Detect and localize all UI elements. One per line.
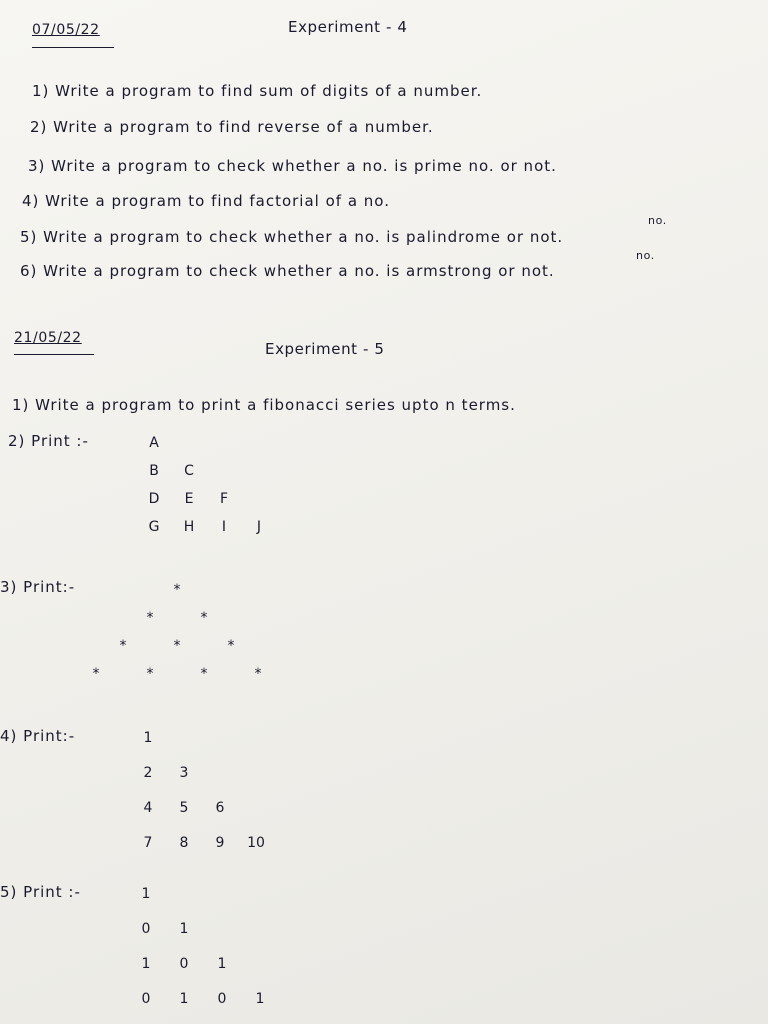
exp4-question-6: 6) Write a program to check whether a no. is armstrong or not. xyxy=(20,262,555,280)
star-cell: * xyxy=(146,610,154,626)
exp4-question-1: 1) Write a program to find sum of digits of a number. xyxy=(32,82,483,100)
alphabet-cell: D xyxy=(148,491,160,507)
number-cell: 9 xyxy=(215,835,225,851)
binary-cell: 1 xyxy=(141,886,151,902)
binary-cell: 0 xyxy=(179,956,189,972)
date-underline xyxy=(32,47,114,48)
exp5-q3-label: 3) Print:- xyxy=(0,578,76,596)
alphabet-cell: G xyxy=(148,519,160,535)
exp4-question-3: 3) Write a program to check whether a no. is prime no. or not. xyxy=(28,157,557,175)
star-cell: * xyxy=(173,582,181,598)
number-cell: 10 xyxy=(247,835,265,851)
number-cell: 2 xyxy=(143,765,153,781)
alphabet-cell: J xyxy=(256,519,262,535)
star-cell: * xyxy=(200,610,208,626)
binary-cell: 1 xyxy=(179,921,189,937)
exp5-q5-label: 5) Print :- xyxy=(0,883,81,901)
exp5-q2-label: 2) Print :- xyxy=(8,432,89,450)
number-cell: 8 xyxy=(179,835,189,851)
star-cell: * xyxy=(254,666,262,682)
binary-cell: 1 xyxy=(141,956,151,972)
exp5-title: Experiment - 5 xyxy=(265,340,385,358)
number-cell: 5 xyxy=(179,800,189,816)
alphabet-cell: F xyxy=(219,491,229,507)
star-cell: * xyxy=(146,666,154,682)
exp4-title: Experiment - 4 xyxy=(288,18,408,36)
star-cell: * xyxy=(173,638,181,654)
binary-cell: 0 xyxy=(141,991,151,1007)
exp4-question-2: 2) Write a program to find reverse of a number. xyxy=(30,118,434,136)
exp4-question-4: 4) Write a program to find factorial of a no. xyxy=(22,192,390,210)
number-cell: 7 xyxy=(143,835,153,851)
alphabet-cell: H xyxy=(183,519,195,535)
alphabet-cell: A xyxy=(149,435,159,451)
exp4-insertion-1: no. xyxy=(648,214,667,227)
number-cell: 6 xyxy=(215,800,225,816)
star-cell: * xyxy=(227,638,235,654)
alphabet-cell: E xyxy=(184,491,194,507)
exp4-date: 07/05/22 xyxy=(32,22,100,38)
star-cell: * xyxy=(92,666,100,682)
exp5-question-1: 1) Write a program to print a fibonacci series upto n terms. xyxy=(12,396,516,414)
binary-cell: 1 xyxy=(217,956,227,972)
binary-cell: 1 xyxy=(255,991,265,1007)
number-cell: 1 xyxy=(143,730,153,746)
alphabet-cell: B xyxy=(149,463,159,479)
binary-cell: 1 xyxy=(179,991,189,1007)
alphabet-cell: I xyxy=(221,519,227,535)
alphabet-cell: C xyxy=(184,463,194,479)
date-underline xyxy=(14,354,94,355)
number-cell: 3 xyxy=(179,765,189,781)
star-cell: * xyxy=(119,638,127,654)
number-cell: 4 xyxy=(143,800,153,816)
exp5-date: 21/05/22 xyxy=(14,330,82,346)
star-cell: * xyxy=(200,666,208,682)
exp4-question-5: 5) Write a program to check whether a no. is palindrome or not. xyxy=(20,228,564,246)
binary-cell: 0 xyxy=(141,921,151,937)
exp4-insertion-2: no. xyxy=(636,249,655,262)
binary-cell: 0 xyxy=(217,991,227,1007)
exp5-q4-label: 4) Print:- xyxy=(0,727,76,745)
